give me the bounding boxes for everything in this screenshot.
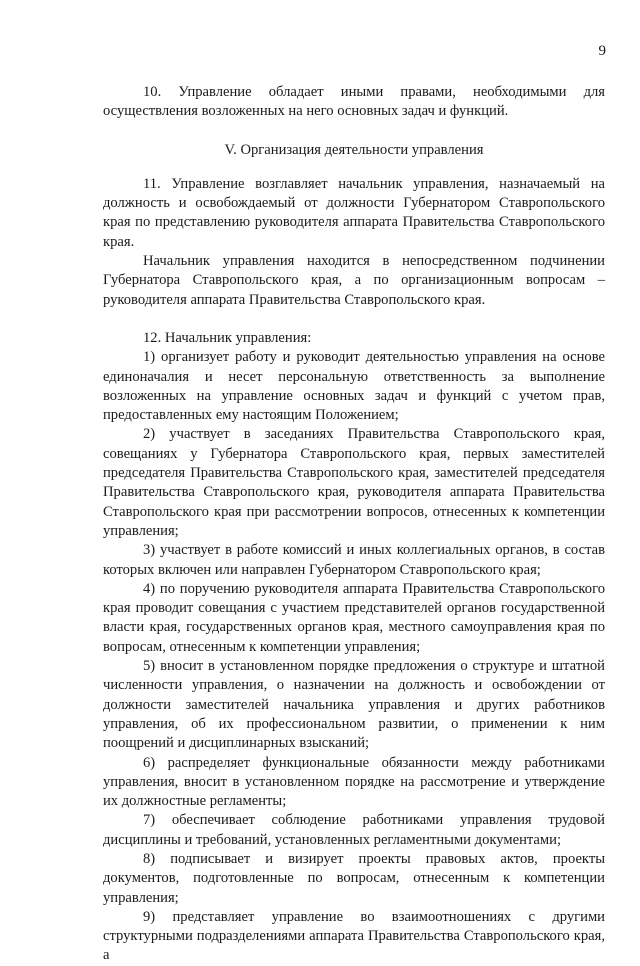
spacer (103, 160, 605, 175)
list-item: 7) обеспечивает соблюдение работниками управления трудовой дисциплины и требований, установленных регламентными документами; (103, 812, 605, 848)
list-item: 5) вносит в установленном порядке предложения о структуре и штатной численности управления, о назначении на должность и освобождении от должности заместителей начальника управления и других работников управления, об их профессиональном развитии, о применении к ним поощрений и дисциплинарных взысканий; (103, 658, 605, 752)
paragraph-10: 10. Управление обладает иными правами, необходимыми для осуществления возложенных на него основных задач и функций. (103, 84, 605, 120)
spacer (103, 310, 605, 329)
list-item: 6) распределяет функциональные обязанности между работниками управления, вносит в установленном порядке на рассмотрение и утверждение их должностные регламенты; (103, 754, 605, 810)
document-body (103, 83, 605, 966)
list-item: 2) участвует в заседаниях Правительства Ставропольского края, совещаниях у Губернатора Ставропольского края, первых заместителей председателя Правительства Ставропольского края, заместителей председателя Правительства Ставропольского края, руководителя аппарата Правительства Ставропольского края при рассмотрении вопросов, отнесенных к компетенции управления; (103, 426, 605, 539)
list-item: 1) организует работу и руководит деятельностью управления на основе единоначалия и несет персональную ответственность за выполнение возложенных на управление основных задач и функций с учетом прав, предоставленных ему настоящим Положением; (103, 349, 605, 424)
section-heading: V. Организация деятельности управления (224, 141, 484, 158)
list-item: 4) по поручению руководителя аппарата Правительства Ставропольского края проводит совещания с участием представителей органов государственной власти края, государственных органов края, местного самоуправления края по вопросам, отнесенным к компетенции управления; (103, 580, 605, 655)
paragraph-12: 12. Начальник управления: (143, 329, 312, 346)
spacer (103, 122, 605, 141)
list-item: 8) подписывает и визирует проекты правовых актов, проекты документов, подготовленные по вопросам, отнесенным к компетенции управления; (103, 850, 605, 906)
paragraph-11-continued: Начальник управления находится в непосредственном подчинении Губернатора Ставропольского края, а по организационным вопросам – руководителя аппарата Правительства Ставропольского края. (103, 253, 605, 308)
list-item: 3) участвует в работе комиссий и иных коллегиальных органов, в состав которых включен или направлен Губернатором Ставропольского края; (103, 542, 605, 578)
page-number: 9 (598, 43, 606, 59)
list-item: 9) представляет управление во взаимоотношениях с другими структурными подразделениями аппарата Правительства Ставропольского края, а (103, 908, 605, 964)
paragraph-11: 11. Управление возглавляет начальник управления, назначаемый на должность и освобождаемый от должности Губернатором Ставропольского края по представлению руководителя аппарата Правительства Ставропольского края. (103, 175, 605, 250)
